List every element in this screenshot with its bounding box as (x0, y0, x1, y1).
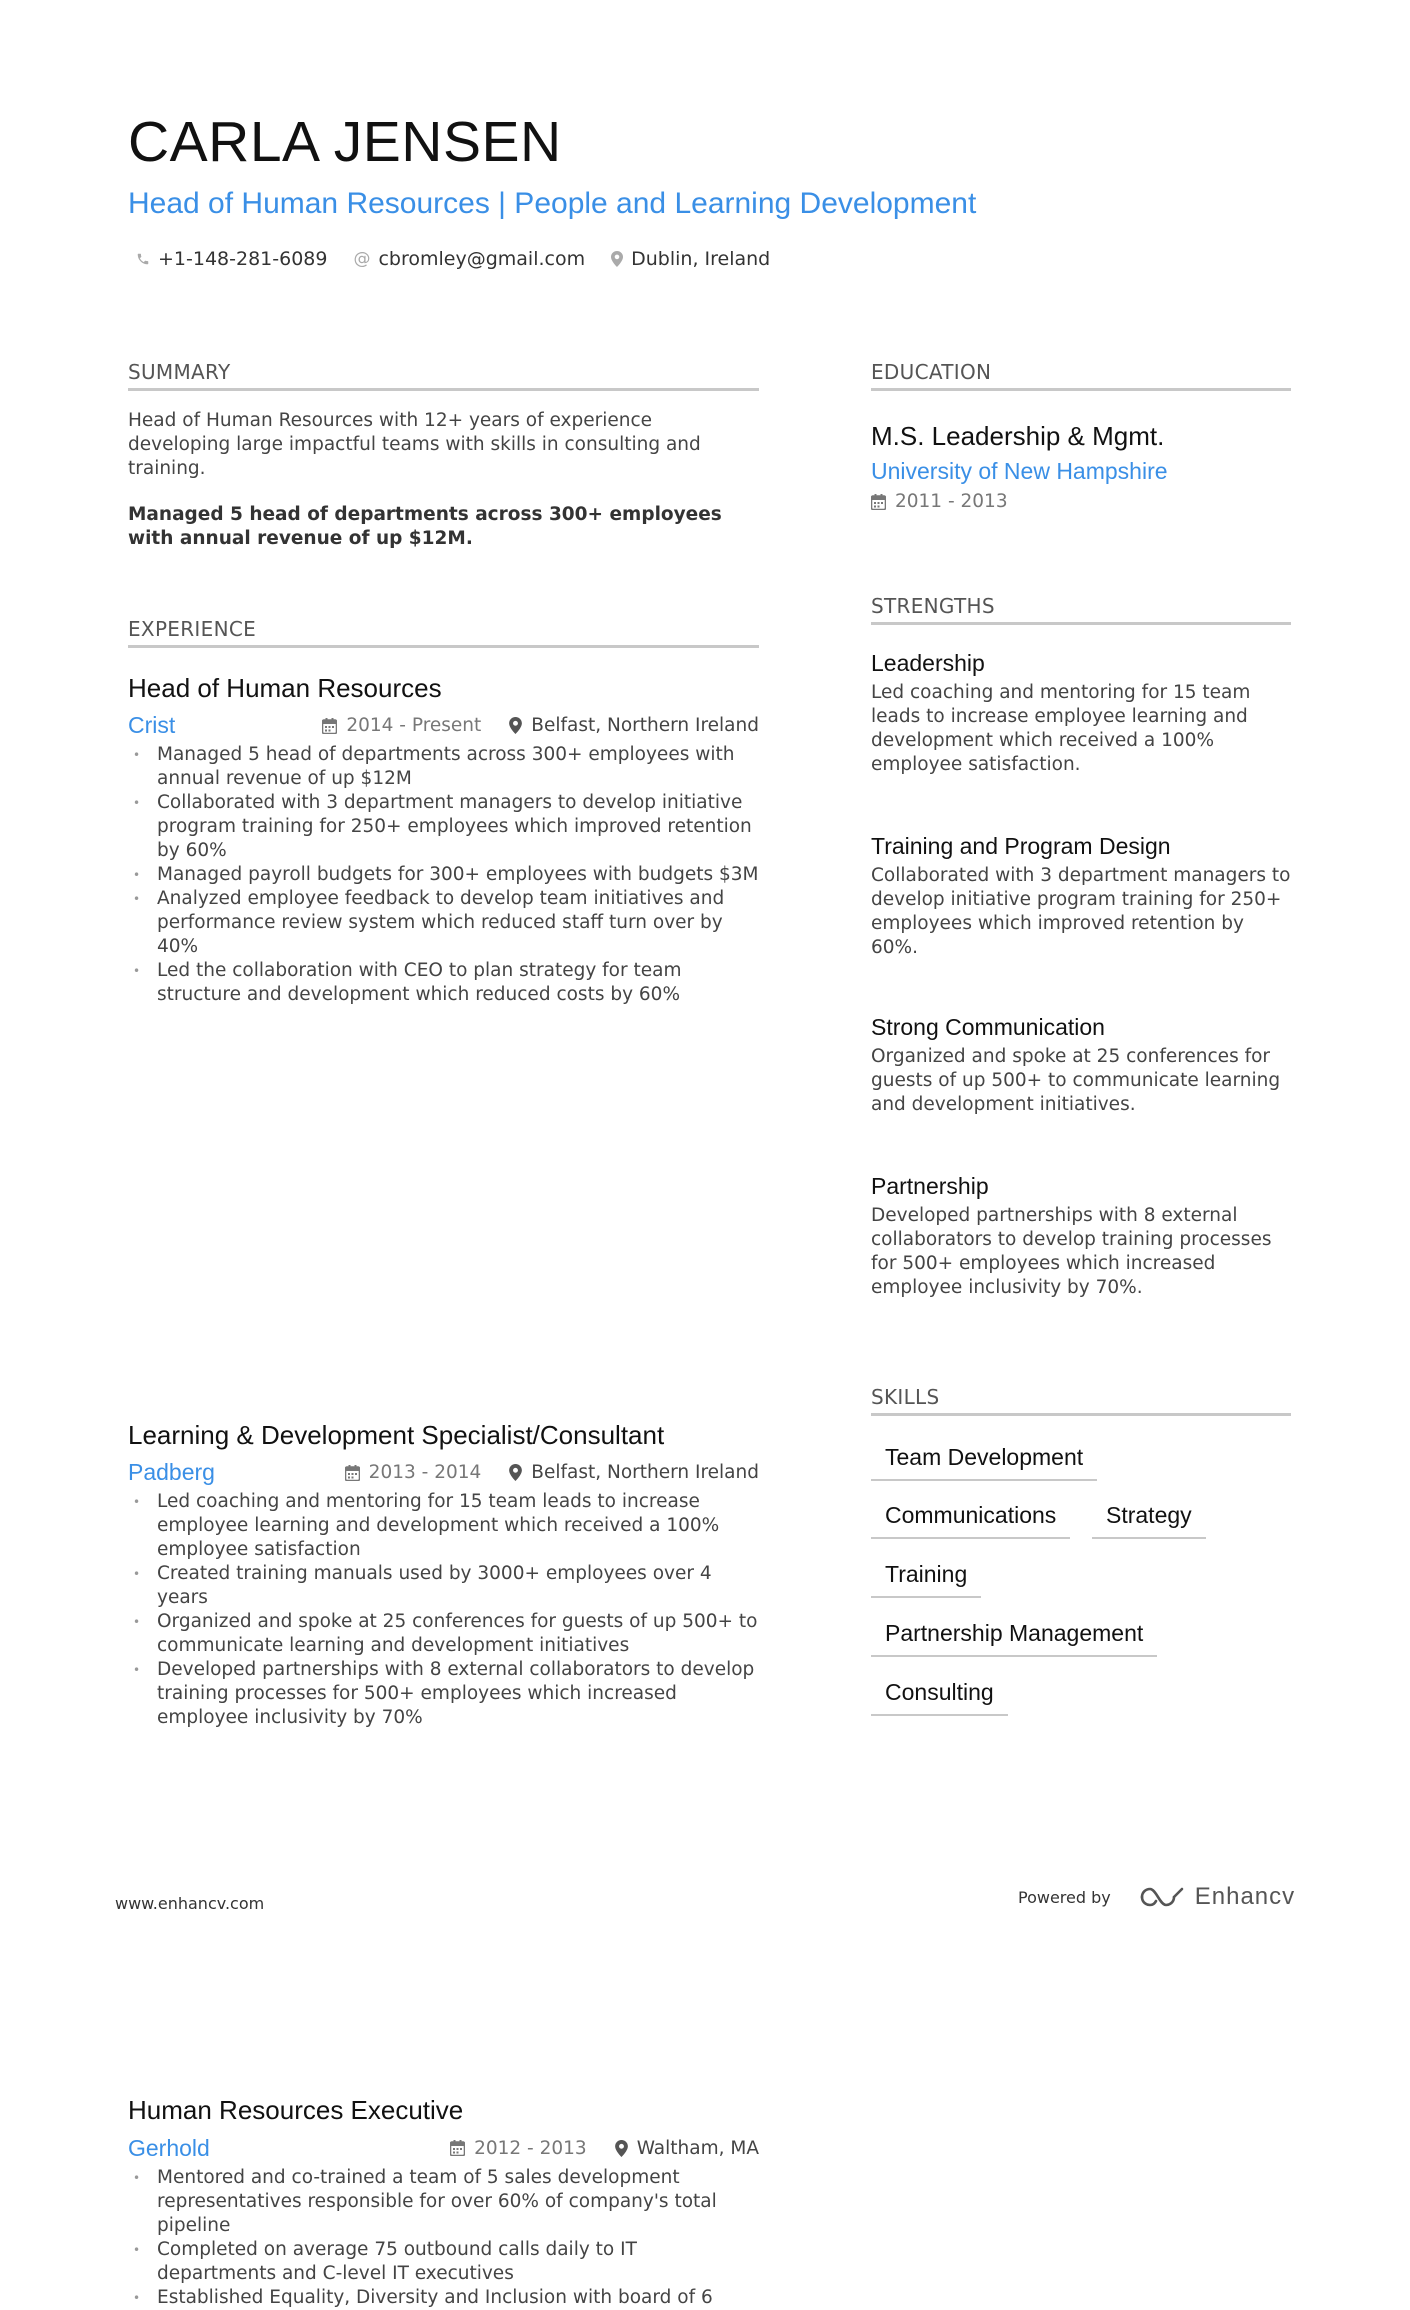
skill-tag: Strategy (1092, 1502, 1206, 1539)
strength-name: Partnership (871, 1173, 989, 1199)
location-pin-icon (615, 2140, 628, 2157)
strength-name: Training and Program Design (871, 833, 1171, 859)
job-meta-row (128, 712, 759, 739)
experience-title: EXPERIENCE (128, 617, 759, 648)
list-item: • Established Equality, Diversity and Inclusion with board of 6 (128, 2286, 759, 2310)
job-location-text: Waltham, MA (636, 2137, 759, 2159)
summary-text: Head of Human Resources with 12+ years of experience developing large impactful teams with skills in consulting and training. (128, 410, 701, 479)
job-entry (128, 673, 759, 1007)
job-title: Head of Human Resources (128, 673, 442, 703)
education-dates-text: 2011 - 2013 (895, 491, 1008, 512)
candidate-name: CARLA JENSEN (128, 110, 562, 174)
job-dates (322, 715, 481, 736)
footer-website[interactable]: www.enhancv.com (115, 1894, 265, 1913)
list-item: • Led coaching and mentoring for 15 team leads to increase employee learning and development which received a 100% employee satisfaction (128, 1490, 759, 1562)
strengths-title: STRENGTHS (871, 594, 1291, 625)
strength-item (871, 1014, 1291, 1117)
job-location (615, 2138, 759, 2159)
skill-tag: Partnership Management (871, 1620, 1157, 1657)
skills-title: SKILLS (871, 1385, 1291, 1416)
skill-tag: Team Development (871, 1444, 1097, 1481)
job-meta (345, 1462, 759, 1483)
strengths-list (871, 650, 1291, 1350)
strength-name: Leadership (871, 650, 985, 676)
contact-row (136, 248, 796, 270)
company-name: Crist (128, 712, 176, 739)
skill-tag: Communications (871, 1502, 1070, 1539)
phone-text[interactable]: +1-148-281-6089 (158, 248, 328, 270)
list-item: • Managed payroll budgets for 300+ employees with budgets $3M (128, 863, 759, 887)
list-item: • Created training manuals used by 3000+ employees over 4 years (128, 1562, 759, 1610)
strength-desc: Developed partnerships with 8 external collaborators to develop training processes for 500+ employees which increased employee inclusivity by 70%. (871, 1205, 1272, 1298)
strength-item (871, 650, 1291, 777)
job-meta (450, 2138, 759, 2159)
list-item: • Managed 5 head of departments across 300+ employees with annual revenue of up $12M (128, 743, 759, 791)
email-text[interactable]: cbromley@gmail.com (378, 248, 586, 270)
strength-desc: Collaborated with 3 department managers to develop initiative program training for 250+ employees which improved retention by 60%. (871, 865, 1291, 958)
contact-location (611, 248, 770, 270)
enhancv-logo-icon (1139, 1885, 1185, 1909)
job-bullets (128, 743, 759, 1007)
company-name: Padberg (128, 1459, 215, 1486)
strength-name: Strong Communication (871, 1014, 1105, 1040)
job-location-text: Belfast, Northern Ireland (531, 1462, 759, 1484)
job-meta-row (128, 1459, 759, 1486)
job-location (509, 715, 759, 736)
strength-desc: Led coaching and mentoring for 15 team leads to increase employee learning and development which received a 100% employee satisfaction. (871, 682, 1251, 775)
experience-section (128, 617, 759, 648)
job-title: Human Resources Executive (128, 2095, 464, 2126)
skill-tag: Consulting (871, 1679, 1008, 1716)
contact-phone (136, 248, 327, 270)
calendar-icon (345, 1465, 360, 1481)
list-item: • Analyzed employee feedback to develop team initiatives and performance review system which reduced staff turn over by 40% (128, 887, 759, 959)
list-item: • Mentored and co-trained a team of 5 sales development representatives responsible for over 60% of company's total pipeline (128, 2166, 759, 2238)
at-icon: @ (353, 249, 371, 269)
job-title: Learning & Development Specialist/Consultant (128, 1420, 665, 1451)
list-item: • Developed partnerships with 8 external collaborators to develop training processes for 500+ employees which increased employee inclusivity by 70% (128, 1658, 759, 1730)
summary-section (128, 360, 759, 551)
job-location (509, 1462, 759, 1483)
job-bullets (128, 2166, 759, 2310)
list-item: • Collaborated with 3 department managers to develop initiative program training for 250+ employees which improved retention by 60% (128, 791, 759, 863)
strength-item (871, 1173, 1291, 1300)
strength-item (871, 833, 1291, 960)
education-section (871, 360, 1291, 512)
strength-desc: Organized and spoke at 25 conferences for guests of up 500+ to communicate learning and development initiatives. (871, 1046, 1281, 1115)
education-title: EDUCATION (871, 360, 1291, 391)
job-dates-text: 2013 - 2014 (368, 1462, 482, 1484)
skills-section (871, 1385, 1291, 1416)
powered-by-label: Powered by (1018, 1887, 1111, 1907)
job-meta (322, 715, 759, 736)
job-bullets (128, 1490, 759, 1730)
footer-branding (1018, 1883, 1295, 1911)
skill-tag: Training (871, 1561, 981, 1598)
job-dates (450, 2138, 587, 2159)
job-location-text: Belfast, Northern Ireland (531, 715, 759, 737)
school-name: University of New Hampshire (871, 458, 1168, 484)
calendar-icon (450, 2140, 465, 2156)
company-name: Gerhold (128, 2134, 210, 2161)
summary-highlight: Managed 5 head of departments across 300+ employees with annual revenue of up $12M. (128, 504, 722, 549)
location-pin-icon (509, 1464, 522, 1481)
job-entry (128, 1420, 759, 1730)
job-entry (128, 2095, 759, 2309)
strengths-section (871, 594, 1291, 625)
skills-list (871, 1444, 1291, 1724)
job-meta-row (128, 2135, 759, 2162)
education-dates (871, 491, 1291, 512)
calendar-icon (322, 718, 337, 734)
contact-email (353, 248, 585, 270)
location-pin-icon (509, 717, 522, 734)
location-text: Dublin, Ireland (631, 248, 771, 270)
calendar-icon (871, 494, 886, 510)
enhancv-brand[interactable]: Enhancv (1194, 1883, 1296, 1910)
job-dates (345, 1462, 482, 1483)
phone-icon (136, 252, 150, 266)
summary-title: SUMMARY (128, 360, 759, 391)
candidate-headline: Head of Human Resources | People and Learning Development (128, 187, 977, 220)
job-dates-text: 2014 - Present (346, 715, 482, 737)
location-pin-icon (611, 251, 623, 267)
list-item: • Organized and spoke at 25 conferences for guests of up 500+ to communicate learning and development initiatives (128, 1610, 759, 1658)
job-dates-text: 2012 - 2013 (474, 2137, 587, 2159)
list-item: • Completed on average 75 outbound calls daily to IT departments and C-level IT executives (128, 2238, 759, 2286)
list-item: • Led the collaboration with CEO to plan strategy for team structure and development which reduced costs by 60% (128, 959, 759, 1007)
degree-name: M.S. Leadership & Mgmt. (871, 421, 1165, 451)
